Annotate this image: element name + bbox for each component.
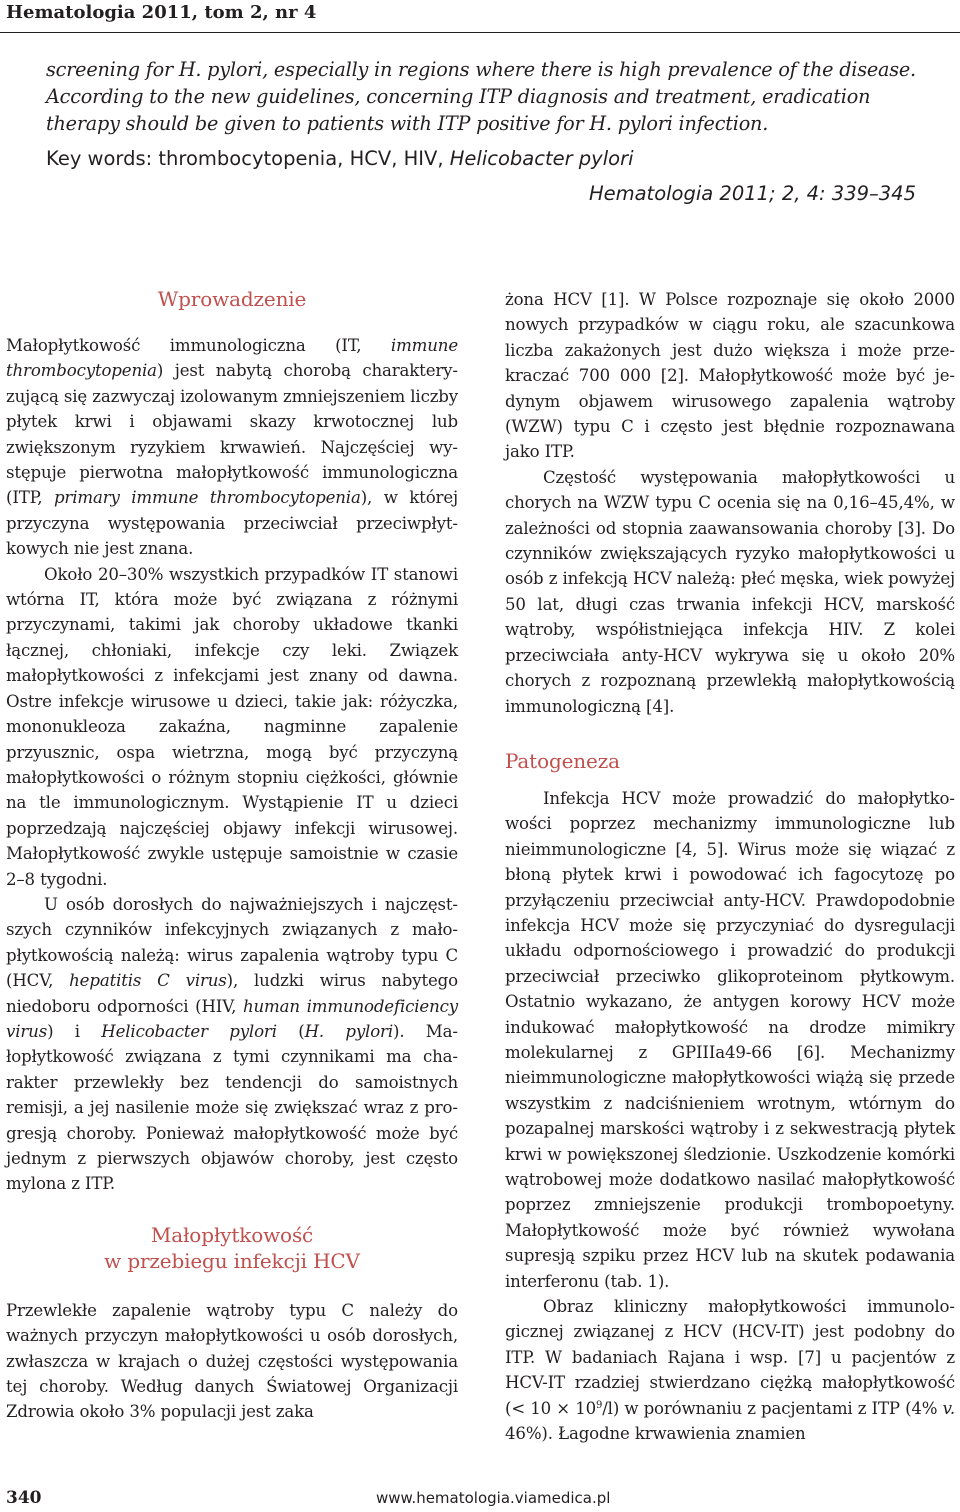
page-number: 340	[6, 1488, 42, 1508]
keywords-italic: Helicobacter pylori	[449, 147, 634, 170]
right-column	[505, 287, 955, 1446]
intro-paragraph-3: U osób dorosłych do najważniejszych i najczęstszych czynników infekcyjnych związanych z małopłytkowością należą: wirus zapalenia wątroby typu C (HCV, hepatitis C virus), ludzki wirus nabytego niedoboru odporności (HIV, human immunodeficiency virus) i Helicobacter pylori (H. pylori). Małopłytkowość związana z tymi czynnikami ma charakter przewlekły bez tendencji do samoistnych remisji, a jej nasilenie może się zwiększać wraz z progresją choroby. Ponieważ małopłytkowość może być jednym z pierwszych objawów choroby, jest często mylona z ITP.	[6, 894, 458, 1194]
patogeneza-paragraph-2: Obraz kliniczny małopłytkowości immunologicznej związanej z HCV (HCV-IT) jest podobny do ITP. W badaniach Rajana i wsp. [7] u pacjentów z HCV-IT rzadziej stwierdzano ciężką małopłytkowość (< $10 \times 10^9/l$) w porównaniu z pacjentami z ITP (4% v. 46%). Łagodne krwawienia znamien	[505, 1297, 955, 1444]
patogeneza-paragraph-1: Infekcja HCV może prowadzić do małopłytkowości poprzez mechanizmy immunologiczne lub nieimmunologiczne [4, 5]. Wirus może się wiązać z błoną płytek krwi i powodować ich fagocytozę po przyłączeniu przeciwciał anty-HCV. Prawdopodobnie infekcja HCV może się przyczyniać do dysregulacji układu odpornościowego i prowadzić do produkcji przeciwciał przeciwko glikoproteinom płytkowym. Ostatnio wykazano, że antygen korowy HCV może indukować małopłytkowość na drodze mimikry molekularnej z GPIIIa49-66 [6]. Mechanizmy nieimmunologiczne małopłytkowości wiążą się przede wszystkim z nadciśnieniem wrotnym, wtórnym do pozapalnej marskości wątroby i z sekwestracją płytek krwi w powiększonej śledzionie. Uszkodzenie komórki wątrobowej może dodatkowo nasilać małopłytkowość poprzez zmniejszenie produkcji trombopoetyny. Małopłytkowość może być również wywołana supresją szpiku przez HCV lub na skutek podawania interferonu (tab. 1).	[505, 788, 955, 1291]
hcv-paragraph-1: Przewlekłe zapalenie wątroby typu C należy do ważnych przyczyn małopłytkowości u osób dorosłych, zwłaszcza w krajach o dużej częstości występowania tej choroby. Według danych Światowej Organizacji Zdrowia około 3% populacji jest zaka	[6, 1300, 458, 1422]
patogeneza-heading: Patogeneza	[505, 748, 620, 773]
journal-url[interactable]: www.hematologia.viamedica.pl	[376, 1489, 611, 1507]
keywords	[46, 146, 936, 172]
intro-paragraph-2: Około 20–30% wszystkich przypadków IT stanowi wtórna IT, która może być związana z różnymi przyczynami, takimi jak choroby układowe tkanki łącznej, chłoniaki, infekcje czy leki. Związek małopłytkowości z infekcjami jest znany od dawna. Ostre infekcje wirusowe u dzieci, takie jak: różyczka, mononukleoza zakaźna, nagminne zapalenie przyusznic, ospa wietrzna, mogą być przyczyną małopłytkowości o różnym stopniu ciężkości, głównie na tle immunologicznym. Wystąpienie IT u dzieci poprzedzają najczęściej objawy infekcji wirusowej. Małopłytkowość zwykle ustępuje samoistnie w czasie 2–8 tygodni.	[6, 564, 458, 889]
hcv-section-heading: Małopłytkowość w przebiegu infekcji HCV	[104, 1222, 360, 1273]
intro-heading: Wprowadzenie	[157, 287, 307, 311]
header-rule	[0, 32, 960, 33]
citation: Hematologia 2011; 2, 4: 339–345	[588, 182, 916, 205]
intro-paragraph-1: Małopłytkowość immunologiczna (IT, immune thrombocytopenia) jest nabytą chorobą charakteryzującą się zazwyczaj izolowanym zmniejszeniem liczby płytek krwi i objawami skazy krwotocznej lub zwiększonym ryzykiem krwawień. Najczęściej występuje pierwotna małopłytkowość immunologiczna (ITP, primary immune thrombocytopenia), w której przyczyna występowania przeciwciał przeciwpłytkowych nie jest znana.	[6, 336, 458, 559]
hcv-paragraph-1-continued: żona HCV [1]. W Polsce rozpoznaje się około 2000 nowych przypadków w ciągu roku, ale szacunkowa liczba zakażonych jest dużo większa i może przekraczać 700 000 [2]. Małopłytkowość może być jedynym objawem wirusowego zapalenia wątroby (WZW) typu C i często jest błędnie rozpoznawana jako ITP.	[505, 290, 955, 462]
left-column	[6, 287, 458, 1425]
running-head: Hematologia 2011, tom 2, nr 4	[6, 2, 317, 23]
hcv-paragraph-2: Częstość występowania małopłytkowości u chorych na WZW typu C ocenia się na 0,16–45,4%, w zależności od stopnia zaawansowania choroby [3]. Do czynników zwiększających ryzyko małopłytkowości u osób z infekcją HCV należą: płeć męska, wiek powyżej 50 lat, długi czas trwania infekcji HCV, marskość wątroby, współistniejąca infekcja HIV. Z kolei przeciwciała anty-HCV wykrywa się u około 20% chorych z rozpoznaną przewlekłą małopłytkowością immunologiczną [4].	[505, 467, 955, 716]
abstract-tail: screening for H. pylori, especially in regions where there is high prevalence of the disease. According to the new guidelines, concerning ITP diagnosis and treatment, eradication therapy should be given to patients with ITP positive for H. pylori infection.	[46, 58, 916, 135]
keywords-label: Key words: thrombocytopenia, HCV, HIV,	[46, 147, 450, 170]
